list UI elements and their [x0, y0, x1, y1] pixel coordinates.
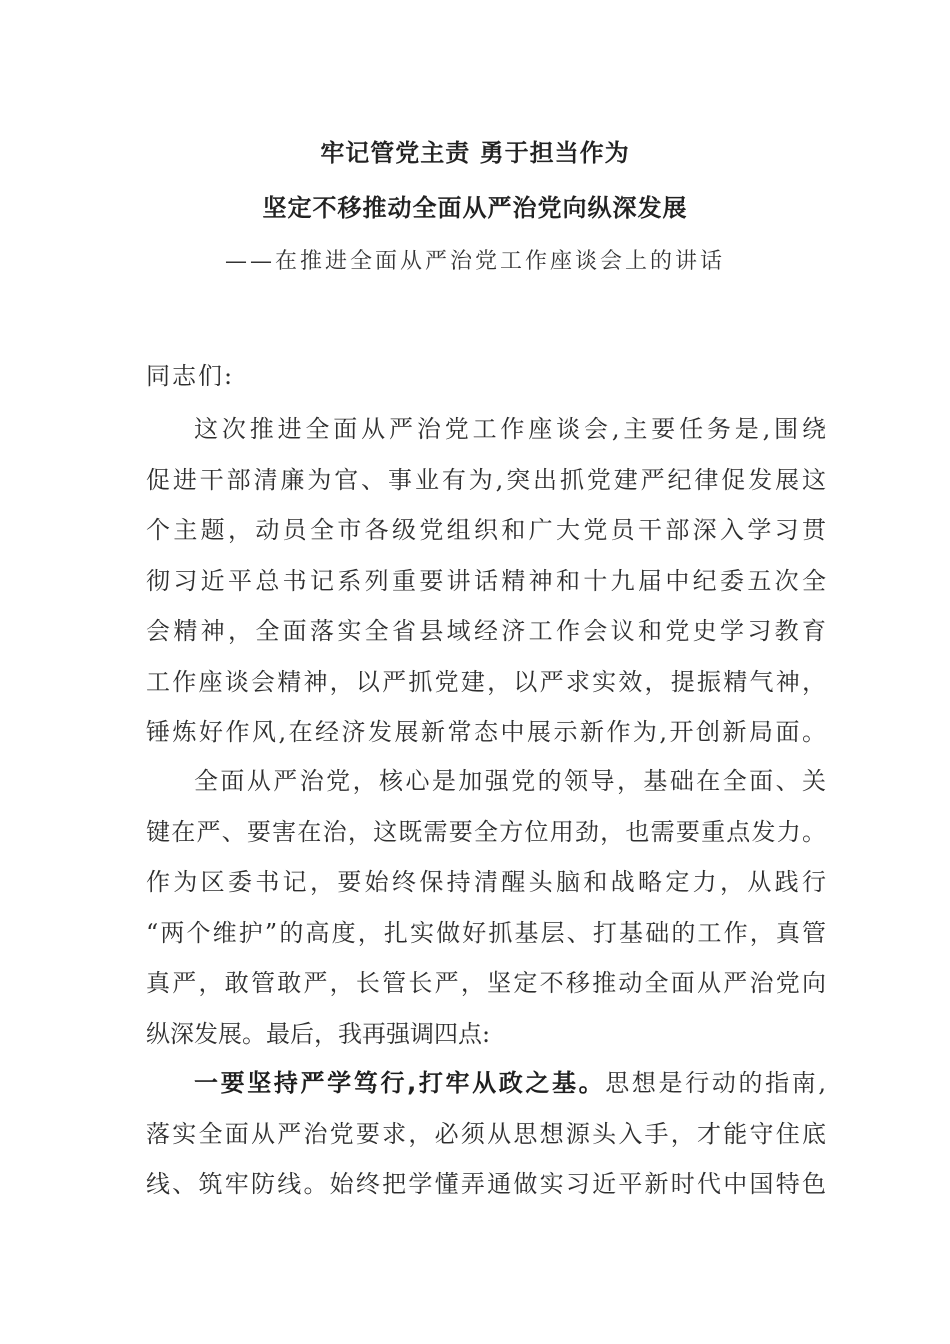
paragraph-3-lead-heading: 一要坚持严学笃行,打牢从政之基。 — [194, 1069, 606, 1097]
paragraph-2-line: “两个维护”的高度，扎实做好抓基层、打基础的工作，真管 — [146, 918, 826, 947]
paragraph-2-line: 全面从严治党，核心是加强党的领导，基础在全面、关 — [194, 767, 826, 795]
paragraph-1-line: 工作座谈会精神，以严抓党建，以严求实效，提振精气神， — [146, 667, 826, 696]
paragraph-2-line: 真严，敢管敢严，长管长严，坚定不移推动全面从严治党向 — [146, 969, 826, 997]
paragraph-1 — [146, 404, 826, 758]
paragraph-3-first-line — [146, 1058, 826, 1109]
paragraph-1-line: 会精神，全面落实全省县域经济工作会议和党史学习教育 — [146, 617, 826, 645]
paragraph-3 — [146, 1058, 826, 1210]
salutation: 同志们: — [146, 362, 235, 390]
paragraph-3-line: 落实全面从严治党要求，必须从思想源头入手，才能守住底 — [146, 1119, 826, 1148]
paragraph-1-line: 个主题，动员全市各级党组织和广大党员干部深入学习贯 — [146, 516, 826, 544]
document-title-line-1: 牢记管党主责 勇于担当作为 — [320, 139, 630, 167]
paragraph-3-line: 线、筑牢防线。始终把学懂弄通做实习近平新时代中国特色 — [146, 1170, 826, 1198]
paragraph-3-first-line-rest: 思想是行动的指南, — [605, 1069, 826, 1097]
paragraph-2 — [146, 756, 826, 1059]
paragraph-1-line: 锤炼好作风,在经济发展新常态中展示新作为,开创新局面。 — [146, 718, 826, 746]
paragraph-2-line: 键在严、要害在治，这既需要全方位用劲，也需要重点发力。 — [146, 817, 826, 846]
document-title-line-2: 坚定不移推动全面从严治党向纵深发展 — [262, 194, 688, 222]
paragraph-2-line: 纵深发展。最后，我再强调四点: — [146, 1019, 491, 1048]
paragraph-1-line: 促进干部清廉为官、事业有为,突出抓党建严纪律促发展这 — [146, 465, 826, 494]
paragraph-1-line: 这次推进全面从严治党工作座谈会,主要任务是,围绕 — [194, 415, 826, 443]
paragraph-2-line: 作为区委书记，要始终保持清醒头脑和战略定力，从践行 — [146, 868, 826, 896]
document-subtitle: ——在推进全面从严治党工作座谈会上的讲话 — [224, 249, 725, 274]
paragraph-1-line: 彻习近平总书记系列重要讲话精神和十九届中纪委五次全 — [146, 566, 826, 595]
